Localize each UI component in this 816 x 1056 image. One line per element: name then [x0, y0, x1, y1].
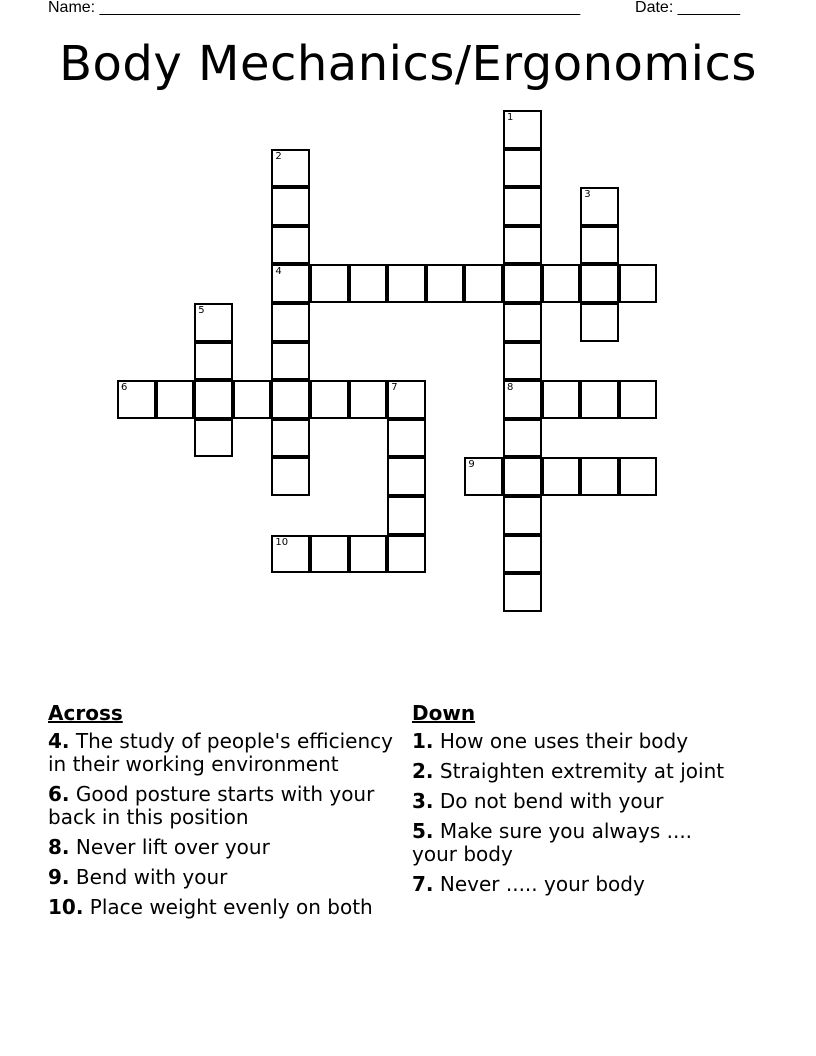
- clue-number: 4.: [48, 729, 70, 753]
- grid-cell[interactable]: [503, 457, 542, 496]
- across-clue: [48, 866, 403, 889]
- clue-number: 8: [507, 382, 514, 394]
- grid-cell[interactable]: [387, 535, 426, 574]
- grid-cell[interactable]: [580, 264, 619, 303]
- grid-cell[interactable]: [194, 342, 233, 381]
- grid-cell[interactable]: [503, 149, 542, 188]
- across-heading: Across: [48, 701, 123, 725]
- grid-cell[interactable]: [310, 535, 349, 574]
- grid-cell[interactable]: [464, 264, 503, 303]
- grid-cell-3[interactable]: [580, 187, 619, 226]
- grid-cell[interactable]: [233, 380, 272, 419]
- across-clue: [48, 836, 403, 859]
- across-clue: [48, 730, 403, 776]
- name-field[interactable]: Name: ______________________________________________________: [48, 0, 581, 16]
- grid-cell[interactable]: [619, 380, 658, 419]
- clue-text: Straighten extremity at joint: [433, 759, 725, 783]
- clue-number: 3: [584, 189, 591, 201]
- grid-cell[interactable]: [387, 496, 426, 535]
- down-heading: Down: [412, 701, 476, 725]
- grid-cell[interactable]: [387, 457, 426, 496]
- grid-cell[interactable]: [156, 380, 195, 419]
- across-clue: [48, 783, 403, 829]
- grid-cell-5[interactable]: [194, 303, 233, 342]
- grid-cell-8[interactable]: [503, 380, 542, 419]
- clue-text: Bend with your: [69, 865, 228, 889]
- clue-number: 3.: [412, 789, 434, 813]
- grid-cell[interactable]: [349, 380, 388, 419]
- clue-number: 6.: [48, 782, 70, 806]
- clue-number: 9.: [48, 865, 70, 889]
- clue-number: 8.: [48, 835, 70, 859]
- grid-cell-6[interactable]: [117, 380, 156, 419]
- down-clue: [412, 760, 742, 783]
- grid-cell[interactable]: [271, 187, 310, 226]
- clue-number: 2: [275, 150, 282, 162]
- across-clue-list: [48, 730, 403, 919]
- grid-cell[interactable]: [271, 342, 310, 381]
- grid-cell[interactable]: [271, 380, 310, 419]
- clue-number: 5.: [412, 819, 434, 843]
- clue-text: Place weight evenly on both: [83, 895, 373, 919]
- grid-cell[interactable]: [542, 457, 581, 496]
- down-clue: [412, 730, 742, 753]
- grid-cell[interactable]: [310, 264, 349, 303]
- grid-cell[interactable]: [542, 380, 581, 419]
- grid-cell[interactable]: [580, 457, 619, 496]
- date-field[interactable]: Date: _______: [635, 0, 740, 16]
- clue-text: How one uses their body: [433, 729, 689, 753]
- grid-cell[interactable]: [580, 303, 619, 342]
- clue-text: Never ..... your body: [433, 872, 645, 896]
- grid-cell[interactable]: [503, 303, 542, 342]
- grid-cell[interactable]: [619, 457, 658, 496]
- grid-cell[interactable]: [580, 380, 619, 419]
- grid-cell[interactable]: [349, 535, 388, 574]
- grid-cell[interactable]: [503, 496, 542, 535]
- grid-cell[interactable]: [271, 226, 310, 265]
- clue-number: 1: [507, 112, 514, 123]
- clue-text: Do not bend with your: [433, 789, 664, 813]
- grid-cell[interactable]: [542, 264, 581, 303]
- clue-text: The study of people's efficiency in their working environment: [48, 729, 393, 776]
- clue-number: 6: [121, 382, 128, 394]
- down-clue-list: [412, 730, 742, 896]
- grid-cell-1[interactable]: [503, 110, 542, 149]
- page-title: Body Mechanics/Ergonomics: [59, 36, 757, 92]
- clue-number: 7: [391, 382, 398, 394]
- clue-number: 1.: [412, 729, 434, 753]
- down-clue: [412, 790, 742, 813]
- grid-cell[interactable]: [503, 419, 542, 458]
- down-clue: [412, 820, 742, 866]
- grid-cell[interactable]: [271, 457, 310, 496]
- grid-cell[interactable]: [271, 303, 310, 342]
- down-clue: [412, 873, 742, 896]
- grid-cell-2[interactable]: [271, 149, 310, 188]
- grid-cell[interactable]: [310, 380, 349, 419]
- clue-number: 10: [275, 536, 289, 548]
- grid-cell[interactable]: [271, 419, 310, 458]
- across-clue: [48, 896, 403, 919]
- down-clues: [412, 700, 742, 903]
- clue-number: 9: [468, 459, 475, 471]
- grid-cell[interactable]: [503, 226, 542, 265]
- grid-cell[interactable]: [503, 187, 542, 226]
- grid-cell[interactable]: [619, 264, 658, 303]
- clue-number: 7.: [412, 872, 434, 896]
- across-clues: [48, 700, 403, 926]
- grid-cell[interactable]: [503, 535, 542, 574]
- clue-text: Good posture starts with your back in this position: [48, 782, 375, 829]
- grid-cell-9[interactable]: [464, 457, 503, 496]
- grid-cell[interactable]: [503, 264, 542, 303]
- grid-cell-7[interactable]: [387, 380, 426, 419]
- clue-number: 4: [275, 266, 282, 278]
- grid-cell-10[interactable]: [271, 535, 310, 574]
- grid-cell[interactable]: [194, 419, 233, 458]
- grid-cell[interactable]: [580, 226, 619, 265]
- clue-number: 5: [198, 305, 205, 316]
- clue-number: 10.: [48, 895, 84, 919]
- grid-cell[interactable]: [426, 264, 465, 303]
- grid-cell[interactable]: [503, 342, 542, 381]
- grid-cell[interactable]: [387, 419, 426, 458]
- grid-cell[interactable]: [503, 573, 542, 612]
- clue-text: Never lift over your: [69, 835, 270, 859]
- grid-cell[interactable]: [194, 380, 233, 419]
- grid-cell[interactable]: [387, 264, 426, 303]
- grid-cell[interactable]: [349, 264, 388, 303]
- clue-text: Make sure you always .... your body: [412, 819, 693, 866]
- grid-cell-4[interactable]: [271, 264, 310, 303]
- clue-number: 2.: [412, 759, 434, 783]
